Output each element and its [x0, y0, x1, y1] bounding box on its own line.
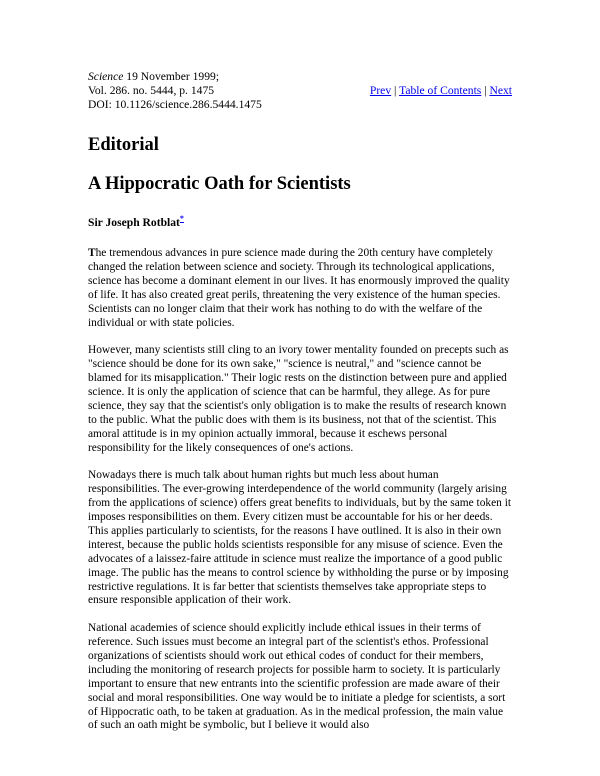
paragraph: Nowadays there is much talk about human rights but much less about human responsibilities. The ever-growing interdependence of the world community (largely arising from the applications of science) offers great benefits to individuals, but by the same token it imposes responsibilities on them. Every citizen must be accountable for his or her deeds. This applies particularly to scientists, for the reasons I have outlined. It is also in their own interest, because the public holds scientists responsible for any misuse of science. Even the advocates of a laissez-faire attitude in science must realize the importance of a good public image. The public has the means to control science by withholding the purse or by imposing restrictive regulations. It is far better that scientists themselves take appropriate steps to ensure responsible application of their work. — [88, 469, 512, 607]
author-footnote-link[interactable]: * — [179, 214, 184, 223]
nav-separator: | — [481, 84, 490, 97]
journal-name: Science — [88, 70, 124, 83]
article-nav — [370, 84, 512, 98]
drop-initial: T — [88, 247, 96, 259]
article-title: A Hippocratic Oath for Scientists — [88, 174, 351, 194]
section-heading: Editorial — [88, 135, 159, 155]
paragraph: However, many scientists still cling to an ivory tower mentality founded on precepts such as "science should be done for its own sake," "science is neutral," and "science cannot be blamed for its misapplication." Their logic rests on the distinction between pure and applied science. It is only the application of science that can be harmful, they allege. As for pure science, they say that the scientist's only obligation is to make the results of research known to the public. What the public does with them is its business, not that of the scientist. This amoral attitude is in my opinion actually immoral, because it eschews personal responsibility for the likely consequences of one's actions. — [88, 344, 509, 454]
paragraph-text: he tremendous advances in pure science made during the 20th century have completely changed the relation between science and society. Through its technological applications, science has become a dominant element in our lives. It has enormously improved the quality of life. It has also created great perils, threatening the very existence of the human species. Scientists can no longer claim that their work has nothing to do with the welfare of the individual or with state policies. — [88, 247, 510, 329]
citation-volume: Vol. 286. no. 5444, p. 1475 — [88, 84, 215, 97]
nav-separator: | — [391, 84, 400, 97]
paragraph: National academies of science should explicitly include ethical issues in their terms of reference. Such issues must become an integral part of the scientist's ethos. Professional organizations of scientists should work out ethical codes of conduct for their members, including the monitoring of research projects for possible harm to society. It is particularly important to ensure that new entrants into the scientific profession are made aware of their social and moral responsibilities. One way would be to initiate a pledge for scientists, a sort of Hippocratic oath, to be taken at graduation. As in the medical profession, the main value of such an oath might be symbolic, but I believe it would also — [88, 622, 506, 732]
citation-doi: DOI: 10.1126/science.286.5444.1475 — [88, 98, 262, 111]
article — [88, 70, 512, 747]
author-name: Sir Joseph Rotblat — [88, 216, 180, 229]
prev-link[interactable]: Prev — [369, 84, 392, 97]
article-body — [88, 247, 512, 733]
citation-header — [88, 70, 512, 112]
citation-line-1 — [88, 70, 512, 84]
next-link[interactable]: Next — [489, 84, 512, 97]
author-byline — [88, 212, 512, 230]
paragraph — [88, 247, 512, 330]
table-of-contents-link[interactable]: Table of Contents — [399, 84, 482, 97]
issue-date: 19 November 1999; — [123, 70, 220, 83]
